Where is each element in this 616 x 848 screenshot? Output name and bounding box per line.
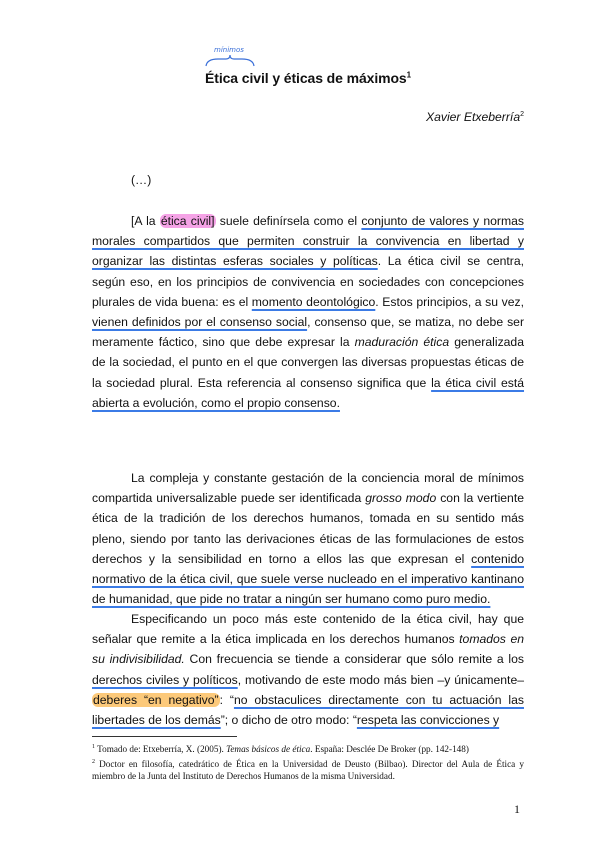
page-number: 1 (514, 802, 520, 816)
footnote-mark: 1 (92, 744, 95, 750)
text-run: generalizada de la sociedad, el punto en el que convergen las diversas propuestas éticas de la sociedad plural. Esta referencia al consenso significa que (92, 335, 524, 390)
underlined-definition: conjunto de valores y normas morales compartidos que permiten construir la convivencia en libertad y organizar las distintas esferas sociales y políticas (92, 214, 524, 269)
underlined-contenido-normativo: contenido normativo de la ética civil, que suele verse nucleado en el imperativo kantinano de humanidad, que pide no tratar a ningún ser humano como puro medio. (92, 551, 524, 607)
handwritten-annotation: mínimos (214, 46, 244, 54)
text-run: suele definírsela como el (215, 214, 362, 228)
highlight-etica-civil: ética civil] (160, 214, 215, 228)
text-run: , motivando de este modo más bien –y únicamente– (237, 672, 524, 687)
author-text: Xavier Etxeberría (425, 110, 521, 124)
paragraph-2 (92, 468, 524, 609)
underlined-momento-deontologico: momento deontológico (251, 294, 376, 309)
text-run: . Estos principios, a su vez, (375, 294, 524, 309)
italic-maduracion-etica: maduración ética (354, 335, 450, 350)
footnote-text: . España: Desclée De Broker (pp. 142-148) (310, 744, 469, 755)
underlined-no-obstaculices: no obstaculices directamente con tu actuación las libertades de los demás (92, 692, 524, 728)
footnote-1 (92, 741, 524, 756)
footnote-divider (92, 736, 237, 737)
footnotes (92, 741, 524, 783)
author-footnote-mark: 2 (520, 110, 524, 118)
text-run: . La ética civil se centra, según eso, en los principios de convivencia en sociedades con concepciones plurales de vida buena: es el (92, 254, 524, 309)
text-run: [A la (131, 214, 160, 228)
text-run: : “ (219, 692, 234, 707)
paragraph-3 (92, 609, 524, 730)
text-run: Con frecuencia se tiende a considerar que sólo remite a los (184, 652, 524, 667)
underlined-evolucion: la ética civil está abierta a evolución, como el propio consenso. (92, 375, 525, 410)
underlined-derechos-civiles: derechos civiles y políticos (92, 672, 238, 687)
author-name (426, 110, 524, 124)
footnote-text: Doctor en filosofía, catedrático de Ética en la Universidad de Deusto (Bilbao). Director del Aula de Ética y miembro de la Junta del Instituto de Derechos Humanos de la misma Universidad. (92, 758, 524, 782)
highlight-deberes-negativo: deberes “en negativo” (93, 692, 219, 707)
text-run: con la vertiente ética de la tradición de los derechos humanos, tomada en su sentido más pleno, siendo por tanto las derivaciones éticas de las formulaciones de estos derechos y la sensibilidad en torno a ellos las que expresan el (92, 491, 524, 566)
title-text: Ética civil y éticas de máximos (205, 70, 407, 86)
text-run: Especificando un poco más este contenido de la ética civil, hay que señalar que remite a la ética implicada en los derechos humanos (92, 612, 524, 647)
footnote-book-title: Temas básicos de ética (226, 744, 311, 755)
underlined-consenso-social: vienen definidos por el consenso social (92, 315, 308, 330)
footnote-mark: 2 (92, 758, 95, 765)
underlined-respeta: respeta las convicciones y (356, 713, 500, 728)
footnote-text: Tomado de: Etxeberría, X. (2005). (95, 744, 227, 755)
text-run: La compleja y constante gestación de la conciencia moral de mínimos compartida universalizable puede ser identificada (92, 471, 524, 506)
paragraph-1 (92, 211, 524, 413)
text-run: , consenso que, se matiza, no debe ser meramente fáctico, sino que debe expresar la (92, 315, 525, 350)
footnote-2 (92, 756, 524, 783)
ellipsis-marker: (…) (131, 173, 152, 187)
italic-indivisibilidad: tomados en su indivisibilidad. (92, 632, 525, 667)
annotation-brace (204, 54, 256, 68)
document-title (0, 70, 616, 86)
italic-grosso-modo: grosso modo (365, 491, 437, 506)
text-run: ”; o dicho de otro modo: “ (220, 713, 357, 728)
title-footnote-mark: 1 (406, 70, 411, 80)
